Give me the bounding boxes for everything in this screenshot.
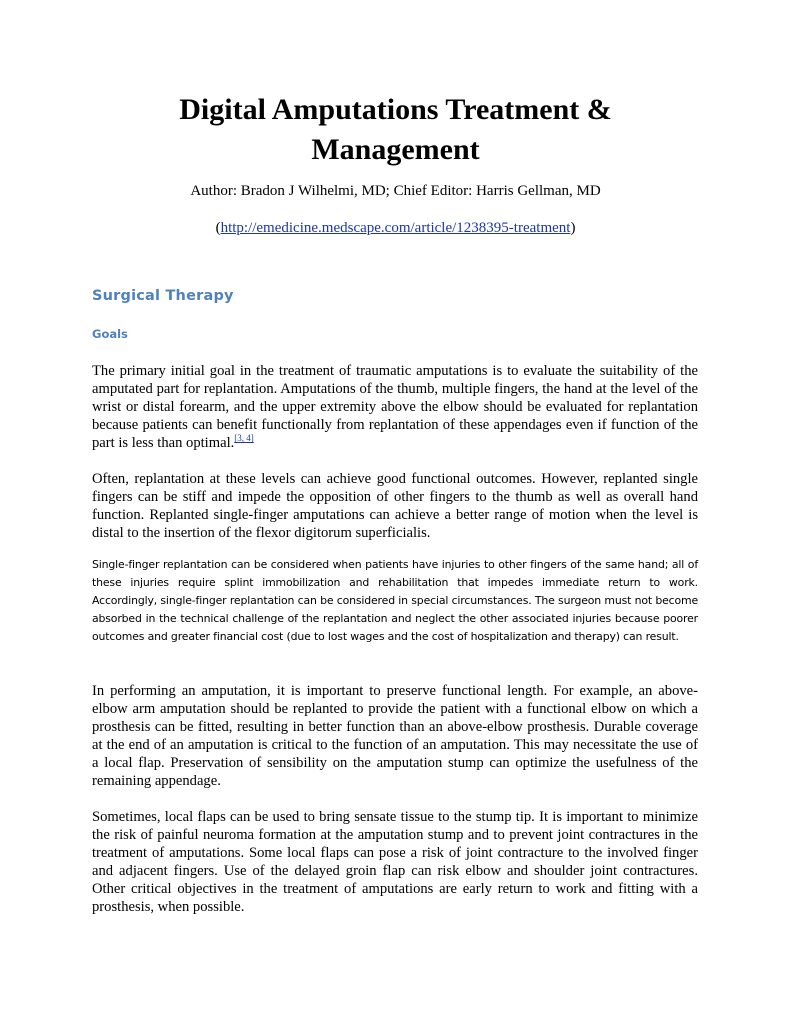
section-heading: Surgical Therapy bbox=[92, 288, 234, 304]
paragraph-1-text: The primary initial goal in the treatment of traumatic amputations is to evaluate the suitability of the amputated part for replantation. Amputations of the thumb, multiple fingers, the hand at the level of the wrist or distal forearm, and the upper extremity above the elbow should be evaluated for replantation because patients can benefit functionally from replantation of these appendages even if function of the part is less than optimal. bbox=[92, 363, 698, 451]
citation-link[interactable]: [3, 4] bbox=[234, 433, 254, 444]
paragraph-3: Single-finger replantation can be considered when patients have injuries to other fingers of the same hand; all of these injuries require splint immobilization and rehabilitation that impedes immediate return to work. Accordingly, single-finger replantation can be considered in special circumstances. The surgeon must not become absorbed in the technical challenge of the replantation and neglect the other associated injuries because poorer outcomes and greater financial cost (due to lost wages and the cost of hospitalization and therapy) can result. bbox=[92, 558, 698, 643]
paragraph-1 bbox=[92, 362, 698, 452]
source-line bbox=[92, 218, 699, 238]
subsection-heading: Goals bbox=[92, 327, 128, 341]
paragraph-5: Sometimes, local flaps can be used to bring sensate tissue to the stump tip. It is important to minimize the risk of painful neuroma formation at the amputation stump and to prevent joint contractures in the treatment of amputations. Some local flaps can pose a risk of joint contracture to the involved finger and adjacent fingers. Use of the delayed groin flap can risk elbow and shoulder joint contractures. Other critical objectives in the treatment of amputations are early return to work and fitting with a prosthesis, when possible. bbox=[92, 809, 698, 915]
source-open-paren: ( bbox=[215, 220, 221, 236]
author-line: Author: Bradon J Wilhelmi, MD; Chief Editor: Harris Gellman, MD bbox=[190, 183, 601, 199]
source-close-paren: ) bbox=[570, 220, 576, 236]
paragraph-4: In performing an amputation, it is important to preserve functional length. For example, an above-elbow arm amputation should be replanted to provide the patient with a functional elbow on which a prosthesis can be fitted, resulting in better function than an above-elbow prosthesis. Durable coverage at the end of an amputation is critical to the function of an amputation. This may necessitate the use of a local flap. Preservation of sensibility on the amputation stump can optimize the usefulness of the remaining appendage. bbox=[92, 683, 698, 789]
source-link[interactable]: http://emedicine.medscape.com/article/1238395-treatment bbox=[220, 220, 571, 236]
paragraph-2: Often, replantation at these levels can achieve good functional outcomes. However, replanted single fingers can be stiff and impede the opposition of other fingers to the thumb as well as overall hand function. Replanted single-finger amputations can achieve a better range of motion when the level is distal to the insertion of the flexor digitorum superficialis. bbox=[92, 471, 698, 541]
document-title: Digital Amputations Treatment & Management bbox=[179, 93, 612, 166]
